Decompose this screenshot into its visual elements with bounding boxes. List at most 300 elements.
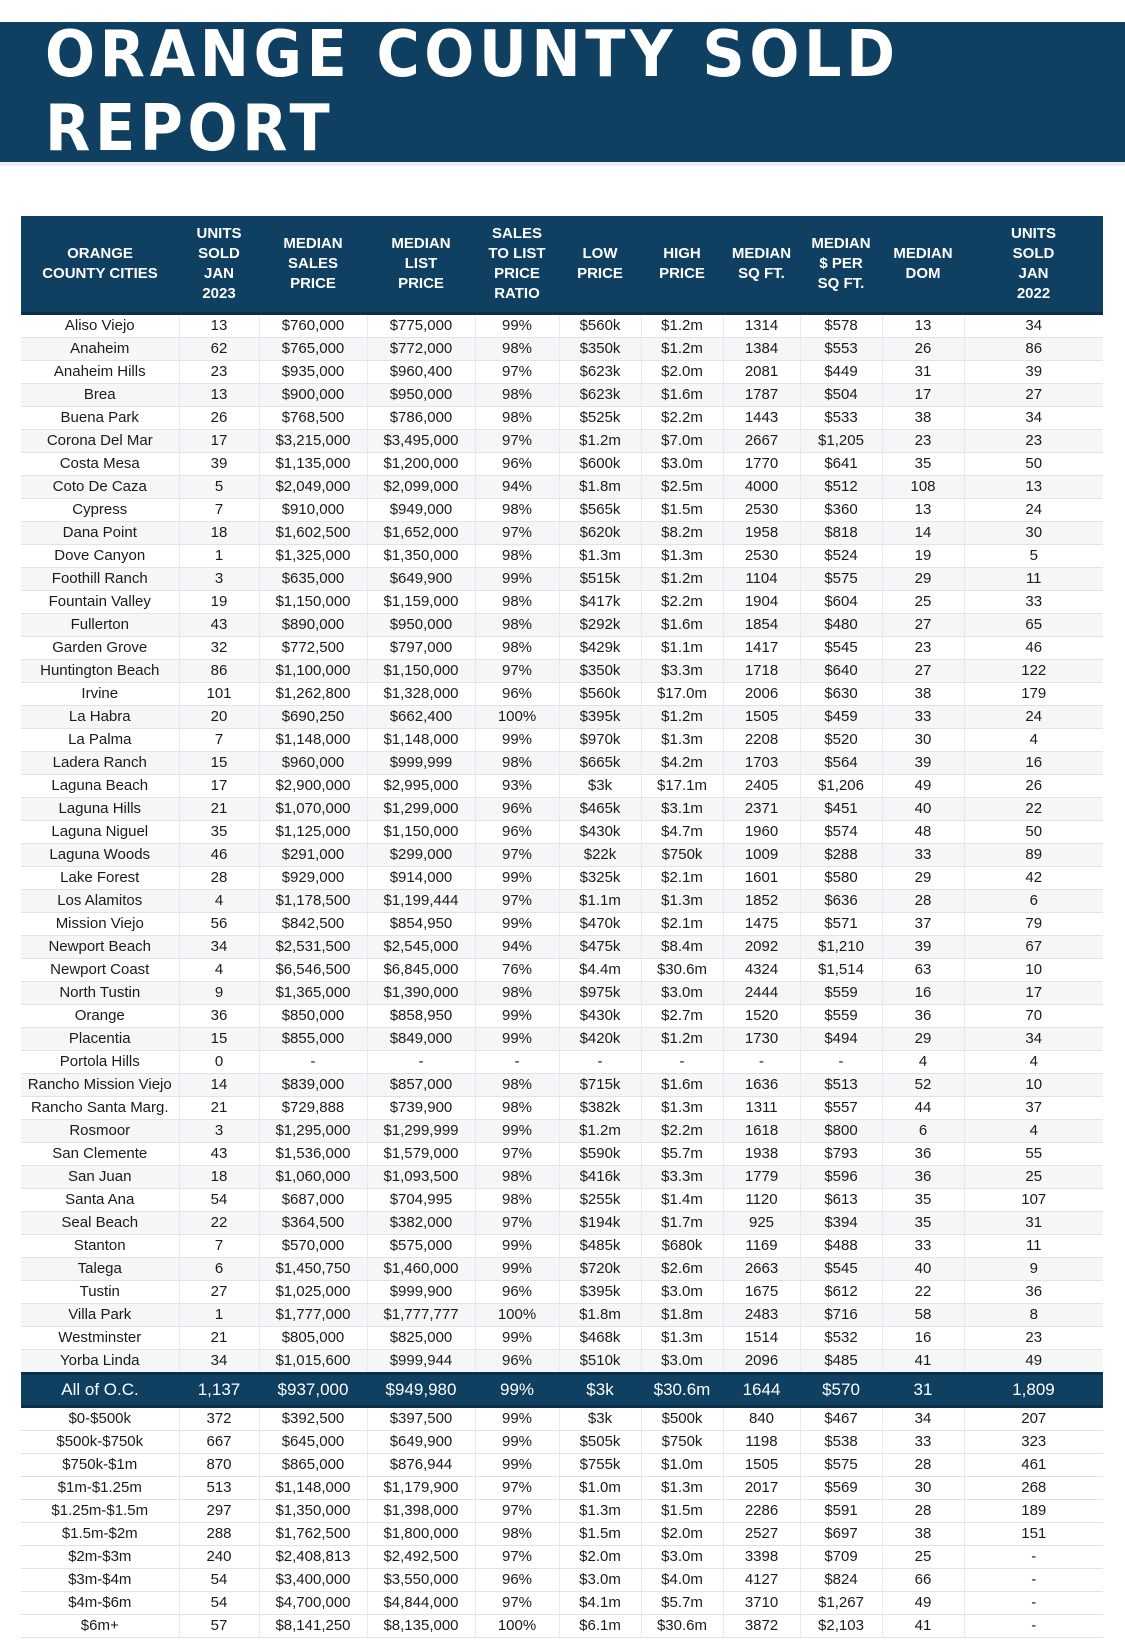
cell-city: Rancho Santa Marg. [21, 1097, 179, 1120]
cell-sales-to-list-ratio: 99% [475, 1327, 559, 1350]
city-rows [21, 314, 1103, 1374]
cell-low-price: $755k [559, 1454, 641, 1477]
cell-high-price: $3.0m [641, 1350, 723, 1374]
cell-median-sqft: 1854 [723, 614, 800, 637]
cell-median-dom: 35 [882, 1189, 964, 1212]
cell-median-sqft: 3398 [723, 1546, 800, 1569]
city-row [21, 706, 1103, 729]
cell-median-sqft: 1417 [723, 637, 800, 660]
cell-units-2023: 1,137 [179, 1374, 259, 1407]
cell-units-2022: 31 [964, 1212, 1103, 1235]
cell-median-list-price: $1,579,000 [367, 1143, 475, 1166]
cell-median-sales-price: $929,000 [259, 867, 367, 890]
cell-median-sales-price: $364,500 [259, 1212, 367, 1235]
cell-median-sales-price: $635,000 [259, 568, 367, 591]
city-row [21, 1166, 1103, 1189]
price-range-row [21, 1615, 1103, 1638]
cell-median-list-price: $2,995,000 [367, 775, 475, 798]
cell-median-sqft: 4127 [723, 1569, 800, 1592]
cell-city: Corona Del Mar [21, 430, 179, 453]
cell-sales-to-list-ratio: 98% [475, 637, 559, 660]
cell-sales-to-list-ratio: 99% [475, 729, 559, 752]
cell-high-price: $3.0m [641, 982, 723, 1005]
cell-median-list-price: $1,398,000 [367, 1500, 475, 1523]
city-row [21, 522, 1103, 545]
cell-median-sqft: 2208 [723, 729, 800, 752]
cell-low-price: $420k [559, 1028, 641, 1051]
cell-median-dom: 23 [882, 637, 964, 660]
cell-median-list-price: $1,652,000 [367, 522, 475, 545]
cell-median-list-price: $6,845,000 [367, 959, 475, 982]
cell-low-price: $1.2m [559, 1120, 641, 1143]
cell-high-price: $1.8m [641, 1304, 723, 1327]
cell-city: $4m-$6m [21, 1592, 179, 1615]
cell-low-price: $430k [559, 1005, 641, 1028]
cell-low-price: $382k [559, 1097, 641, 1120]
cell-median-sqft: 2371 [723, 798, 800, 821]
cell-median-price-per-sqft: $288 [800, 844, 882, 867]
cell-low-price: $720k [559, 1258, 641, 1281]
cell-units-2023: 0 [179, 1051, 259, 1074]
city-row [21, 614, 1103, 637]
cell-high-price: $30.6m [641, 1615, 723, 1638]
cell-median-sales-price: $1,295,000 [259, 1120, 367, 1143]
cell-median-sqft: 1443 [723, 407, 800, 430]
cell-high-price: $1.6m [641, 614, 723, 637]
price-range-row [21, 1569, 1103, 1592]
cell-units-2023: 56 [179, 913, 259, 936]
cell-median-dom: 37 [882, 913, 964, 936]
cell-median-dom: 48 [882, 821, 964, 844]
city-row [21, 338, 1103, 361]
cell-sales-to-list-ratio: 97% [475, 430, 559, 453]
cell-sales-to-list-ratio: 98% [475, 1189, 559, 1212]
cell-units-2022: 23 [964, 1327, 1103, 1350]
cell-high-price: $3.3m [641, 1166, 723, 1189]
cell-sales-to-list-ratio: 96% [475, 1350, 559, 1374]
cell-median-dom: 33 [882, 706, 964, 729]
cell-units-2022: 34 [964, 1028, 1103, 1051]
cell-median-dom: 16 [882, 982, 964, 1005]
cell-sales-to-list-ratio: 98% [475, 1166, 559, 1189]
cell-sales-to-list-ratio: 96% [475, 683, 559, 706]
cell-units-2022: 70 [964, 1005, 1103, 1028]
cell-median-sqft: 1514 [723, 1327, 800, 1350]
cell-high-price: $4.7m [641, 821, 723, 844]
cell-low-price: $470k [559, 913, 641, 936]
cell-median-list-price: $2,545,000 [367, 936, 475, 959]
cell-sales-to-list-ratio: 93% [475, 775, 559, 798]
cell-low-price: $255k [559, 1189, 641, 1212]
cell-units-2022: 10 [964, 1074, 1103, 1097]
city-row [21, 1212, 1103, 1235]
cell-median-sqft: 1520 [723, 1005, 800, 1028]
city-row [21, 1350, 1103, 1374]
cell-units-2023: 18 [179, 1166, 259, 1189]
cell-median-list-price: $2,099,000 [367, 476, 475, 499]
cell-median-sales-price: $1,178,500 [259, 890, 367, 913]
cell-median-price-per-sqft: $545 [800, 637, 882, 660]
cell-units-2023: 4 [179, 890, 259, 913]
cell-median-sales-price: $1,100,000 [259, 660, 367, 683]
cell-high-price: $680k [641, 1235, 723, 1258]
cell-units-2023: 297 [179, 1500, 259, 1523]
cell-median-dom: 4 [882, 1051, 964, 1074]
cell-sales-to-list-ratio: 97% [475, 1143, 559, 1166]
cell-median-list-price: $960,400 [367, 361, 475, 384]
cell-city: All of O.C. [21, 1374, 179, 1407]
cell-units-2023: 372 [179, 1407, 259, 1431]
cell-high-price: $1.2m [641, 1028, 723, 1051]
cell-median-price-per-sqft: $449 [800, 361, 882, 384]
cell-median-price-per-sqft: $467 [800, 1407, 882, 1431]
cell-median-sales-price: $690,250 [259, 706, 367, 729]
cell-median-list-price: $858,950 [367, 1005, 475, 1028]
cell-low-price: $6.1m [559, 1615, 641, 1638]
cell-units-2022: 207 [964, 1407, 1103, 1431]
cell-units-2023: 46 [179, 844, 259, 867]
cell-low-price: $1.2m [559, 430, 641, 453]
cell-median-price-per-sqft: $697 [800, 1523, 882, 1546]
cell-units-2022: 6 [964, 890, 1103, 913]
city-row [21, 1097, 1103, 1120]
cell-low-price: $510k [559, 1350, 641, 1374]
cell-low-price: $620k [559, 522, 641, 545]
cell-low-price: $975k [559, 982, 641, 1005]
price-range-row [21, 1454, 1103, 1477]
header-row [21, 216, 1103, 314]
city-row [21, 361, 1103, 384]
cell-median-sqft: 3872 [723, 1615, 800, 1638]
cell-units-2022: - [964, 1546, 1103, 1569]
cell-high-price: $5.7m [641, 1143, 723, 1166]
cell-median-list-price: $1,093,500 [367, 1166, 475, 1189]
cell-city: Huntington Beach [21, 660, 179, 683]
city-row [21, 982, 1103, 1005]
cell-units-2023: 667 [179, 1431, 259, 1454]
cell-units-2023: 9 [179, 982, 259, 1005]
cell-median-list-price: $950,000 [367, 614, 475, 637]
cell-median-dom: 27 [882, 660, 964, 683]
cell-median-sales-price: $6,546,500 [259, 959, 367, 982]
cell-median-price-per-sqft: $513 [800, 1074, 882, 1097]
cell-median-list-price: $4,844,000 [367, 1592, 475, 1615]
cell-median-sales-price: $850,000 [259, 1005, 367, 1028]
cell-sales-to-list-ratio: 99% [475, 1374, 559, 1407]
cell-low-price: $292k [559, 614, 641, 637]
cell-high-price: $2.0m [641, 361, 723, 384]
cell-sales-to-list-ratio: 97% [475, 1477, 559, 1500]
cell-median-sales-price: $3,400,000 [259, 1569, 367, 1592]
cell-median-dom: 52 [882, 1074, 964, 1097]
city-row [21, 890, 1103, 913]
cell-sales-to-list-ratio: 98% [475, 752, 559, 775]
cell-sales-to-list-ratio: 98% [475, 1074, 559, 1097]
cell-units-2023: 6 [179, 1258, 259, 1281]
cell-median-dom: 38 [882, 1523, 964, 1546]
col-header-median-sales-price: MEDIAN SALES PRICE [259, 216, 367, 314]
cell-median-price-per-sqft: $564 [800, 752, 882, 775]
cell-median-price-per-sqft: $459 [800, 706, 882, 729]
cell-low-price: $665k [559, 752, 641, 775]
cell-high-price: $1.3m [641, 545, 723, 568]
cell-median-sqft: 2081 [723, 361, 800, 384]
cell-median-sqft: 1904 [723, 591, 800, 614]
cell-median-dom: 40 [882, 1258, 964, 1281]
cell-median-sales-price: $1,135,000 [259, 453, 367, 476]
cell-median-list-price: $299,000 [367, 844, 475, 867]
cell-low-price: $465k [559, 798, 641, 821]
cell-city: $1.25m-$1.5m [21, 1500, 179, 1523]
cell-median-price-per-sqft: $1,210 [800, 936, 882, 959]
cell-median-dom: 40 [882, 798, 964, 821]
cell-city: Laguna Beach [21, 775, 179, 798]
cell-median-dom: 19 [882, 545, 964, 568]
cell-median-sales-price: $1,450,750 [259, 1258, 367, 1281]
cell-units-2023: 39 [179, 453, 259, 476]
cell-median-list-price: $949,000 [367, 499, 475, 522]
cell-median-list-price: $999,999 [367, 752, 475, 775]
cell-sales-to-list-ratio: 100% [475, 1615, 559, 1638]
cell-sales-to-list-ratio: 98% [475, 1097, 559, 1120]
cell-units-2022: 461 [964, 1454, 1103, 1477]
cell-sales-to-list-ratio: 98% [475, 1523, 559, 1546]
cell-median-sqft: 2405 [723, 775, 800, 798]
cell-city: Coto De Caza [21, 476, 179, 499]
cell-high-price: $2.5m [641, 476, 723, 499]
cell-low-price: $22k [559, 844, 641, 867]
cell-low-price: $715k [559, 1074, 641, 1097]
cell-median-price-per-sqft: $800 [800, 1120, 882, 1143]
cell-median-sqft: 4000 [723, 476, 800, 499]
cell-median-sqft: 840 [723, 1407, 800, 1431]
cell-high-price: $17.0m [641, 683, 723, 706]
cell-sales-to-list-ratio: 76% [475, 959, 559, 982]
cell-median-sqft: 2286 [723, 1500, 800, 1523]
col-header-units-2022: UNITS SOLD JAN 2022 [964, 216, 1103, 314]
city-row [21, 1120, 1103, 1143]
cell-units-2023: 20 [179, 706, 259, 729]
cell-units-2022: 49 [964, 1350, 1103, 1374]
cell-units-2023: 54 [179, 1189, 259, 1212]
cell-units-2023: 15 [179, 1028, 259, 1051]
cell-units-2022: 37 [964, 1097, 1103, 1120]
cell-median-price-per-sqft: $591 [800, 1500, 882, 1523]
cell-median-list-price: $1,179,900 [367, 1477, 475, 1500]
cell-median-list-price: $786,000 [367, 407, 475, 430]
cell-median-sqft: 2663 [723, 1258, 800, 1281]
cell-high-price: $750k [641, 844, 723, 867]
cell-high-price: $7.0m [641, 430, 723, 453]
cell-units-2022: 50 [964, 453, 1103, 476]
cell-median-price-per-sqft: $494 [800, 1028, 882, 1051]
cell-median-price-per-sqft: $793 [800, 1143, 882, 1166]
cell-units-2023: 288 [179, 1523, 259, 1546]
cell-median-sqft: 1938 [723, 1143, 800, 1166]
cell-median-sqft: 1703 [723, 752, 800, 775]
cell-city: $2m-$3m [21, 1546, 179, 1569]
cell-city: Newport Coast [21, 959, 179, 982]
cell-median-sales-price: $1,015,600 [259, 1350, 367, 1374]
cell-low-price: $3.0m [559, 1569, 641, 1592]
cell-median-dom: 39 [882, 936, 964, 959]
cell-median-price-per-sqft: $504 [800, 384, 882, 407]
cell-median-price-per-sqft: $709 [800, 1546, 882, 1569]
cell-sales-to-list-ratio: 94% [475, 936, 559, 959]
cell-city: $6m+ [21, 1615, 179, 1638]
cell-median-list-price: $1,200,000 [367, 453, 475, 476]
cell-high-price: $2.1m [641, 867, 723, 890]
cell-median-sales-price: - [259, 1051, 367, 1074]
cell-median-sqft: - [723, 1051, 800, 1074]
cell-units-2022: 268 [964, 1477, 1103, 1500]
cell-median-sqft: 1730 [723, 1028, 800, 1051]
cell-units-2022: - [964, 1569, 1103, 1592]
cell-median-list-price: $999,944 [367, 1350, 475, 1374]
city-row [21, 1327, 1103, 1350]
cell-city: Garden Grove [21, 637, 179, 660]
cell-median-price-per-sqft: $575 [800, 568, 882, 591]
cell-median-list-price: $1,150,000 [367, 660, 475, 683]
cell-sales-to-list-ratio: 97% [475, 1546, 559, 1569]
cell-median-sqft: 1779 [723, 1166, 800, 1189]
cell-median-dom: 38 [882, 407, 964, 430]
cell-high-price: $3.0m [641, 453, 723, 476]
cell-median-sales-price: $8,141,250 [259, 1615, 367, 1638]
cell-median-sqft: 1636 [723, 1074, 800, 1097]
cell-high-price: $1.0m [641, 1454, 723, 1477]
cell-median-sales-price: $1,025,000 [259, 1281, 367, 1304]
cell-median-list-price: $2,492,500 [367, 1546, 475, 1569]
cell-units-2022: 8 [964, 1304, 1103, 1327]
cell-median-sqft: 4324 [723, 959, 800, 982]
cell-units-2022: 122 [964, 660, 1103, 683]
cell-median-sqft: 1675 [723, 1281, 800, 1304]
cell-median-price-per-sqft: $553 [800, 338, 882, 361]
city-row [21, 798, 1103, 821]
cell-sales-to-list-ratio: 98% [475, 591, 559, 614]
cell-median-list-price: $662,400 [367, 706, 475, 729]
city-row [21, 1281, 1103, 1304]
cell-median-dom: 38 [882, 683, 964, 706]
cell-units-2023: 86 [179, 660, 259, 683]
cell-high-price: $2.2m [641, 1120, 723, 1143]
table-header [21, 216, 1103, 314]
cell-median-price-per-sqft: $524 [800, 545, 882, 568]
cell-high-price: $1.1m [641, 637, 723, 660]
cell-low-price: $1.1m [559, 890, 641, 913]
cell-city: Fountain Valley [21, 591, 179, 614]
cell-units-2022: 24 [964, 706, 1103, 729]
cell-city: Mission Viejo [21, 913, 179, 936]
price-range-row [21, 1546, 1103, 1569]
cell-city: Foothill Ranch [21, 568, 179, 591]
cell-median-price-per-sqft: $636 [800, 890, 882, 913]
cell-sales-to-list-ratio: 98% [475, 338, 559, 361]
cell-city: Portola Hills [21, 1051, 179, 1074]
cell-median-price-per-sqft: $580 [800, 867, 882, 890]
cell-median-dom: 28 [882, 1500, 964, 1523]
cell-city: Dove Canyon [21, 545, 179, 568]
cell-units-2022: 5 [964, 545, 1103, 568]
cell-high-price: $2.2m [641, 591, 723, 614]
cell-median-price-per-sqft: $557 [800, 1097, 882, 1120]
sold-report-table [21, 216, 1103, 1638]
cell-median-price-per-sqft: $532 [800, 1327, 882, 1350]
cell-median-dom: 36 [882, 1143, 964, 1166]
cell-median-sqft: 1787 [723, 384, 800, 407]
cell-city: Brea [21, 384, 179, 407]
cell-median-sqft: 1718 [723, 660, 800, 683]
cell-city: Costa Mesa [21, 453, 179, 476]
cell-median-price-per-sqft: $1,205 [800, 430, 882, 453]
cell-high-price: $2.6m [641, 1258, 723, 1281]
cell-units-2022: 11 [964, 568, 1103, 591]
cell-low-price: - [559, 1051, 641, 1074]
cell-units-2022: 4 [964, 1120, 1103, 1143]
cell-median-dom: 22 [882, 1281, 964, 1304]
cell-median-price-per-sqft: $640 [800, 660, 882, 683]
cell-high-price: $2.0m [641, 1523, 723, 1546]
cell-median-dom: 16 [882, 1327, 964, 1350]
cell-median-sales-price: $1,602,500 [259, 522, 367, 545]
cell-median-list-price: $999,900 [367, 1281, 475, 1304]
cell-low-price: $560k [559, 683, 641, 706]
report-title: ORANGE COUNTY SOLD REPORT [45, 18, 900, 166]
cell-median-price-per-sqft: $574 [800, 821, 882, 844]
cell-low-price: $416k [559, 1166, 641, 1189]
cell-median-price-per-sqft: $512 [800, 476, 882, 499]
cell-median-dom: 44 [882, 1097, 964, 1120]
cell-median-price-per-sqft: $451 [800, 798, 882, 821]
city-row [21, 591, 1103, 614]
cell-low-price: $430k [559, 821, 641, 844]
cell-median-sales-price: $2,531,500 [259, 936, 367, 959]
cell-city: Stanton [21, 1235, 179, 1258]
city-row [21, 683, 1103, 706]
cell-city: Buena Park [21, 407, 179, 430]
cell-median-price-per-sqft: $559 [800, 982, 882, 1005]
cell-city: Santa Ana [21, 1189, 179, 1212]
cell-median-sales-price: $1,365,000 [259, 982, 367, 1005]
cell-median-sqft: 2530 [723, 499, 800, 522]
cell-median-dom: 27 [882, 614, 964, 637]
cell-median-sales-price: $910,000 [259, 499, 367, 522]
cell-units-2023: 32 [179, 637, 259, 660]
cell-sales-to-list-ratio: 97% [475, 1592, 559, 1615]
cell-sales-to-list-ratio: 97% [475, 844, 559, 867]
price-range-row [21, 1523, 1103, 1546]
city-row [21, 959, 1103, 982]
city-row [21, 1005, 1103, 1028]
cell-units-2023: 4 [179, 959, 259, 982]
cell-units-2022: - [964, 1592, 1103, 1615]
cell-median-list-price: $914,000 [367, 867, 475, 890]
city-row [21, 1304, 1103, 1327]
cell-sales-to-list-ratio: 99% [475, 1431, 559, 1454]
cell-median-list-price: $3,550,000 [367, 1569, 475, 1592]
cell-median-price-per-sqft: $569 [800, 1477, 882, 1500]
cell-units-2022: 13 [964, 476, 1103, 499]
cell-median-price-per-sqft: $394 [800, 1212, 882, 1235]
cell-low-price: $350k [559, 660, 641, 683]
cell-median-sales-price: $760,000 [259, 314, 367, 338]
cell-high-price: - [641, 1051, 723, 1074]
cell-median-sqft: 1009 [723, 844, 800, 867]
cell-median-sales-price: $729,888 [259, 1097, 367, 1120]
cell-median-sales-price: $1,325,000 [259, 545, 367, 568]
cell-median-price-per-sqft: $533 [800, 407, 882, 430]
